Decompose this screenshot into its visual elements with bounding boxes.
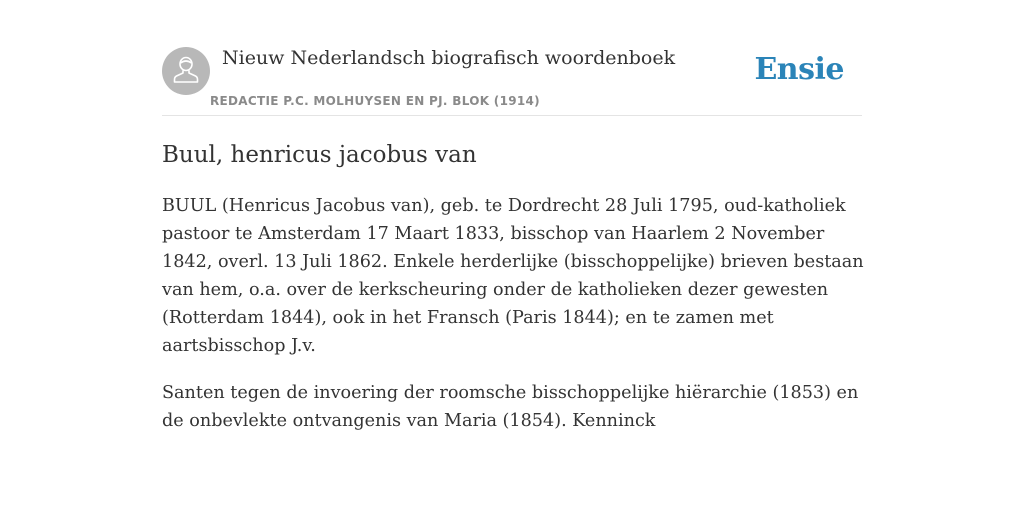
source-credit: REDACTIE P.C. MOLHUYSEN EN PJ. BLOK (1914) — [210, 94, 540, 108]
source-avatar[interactable] — [162, 47, 210, 95]
entry-title: Buul, henricus jacobus van — [162, 142, 477, 168]
entry-body — [162, 192, 866, 454]
ensie-logo[interactable]: Ensie — [754, 52, 844, 87]
entry-paragraph: Santen tegen de invoering der roomsche bisschoppelijke hiërarchie (1853) en de onbevlekte ontvangenis van Maria (1854). Kenninck — [162, 383, 859, 431]
entry-paragraph: BUUL (Henricus Jacobus van), geb. te Dordrecht 28 Juli 1795, oud-katholiek pastoor te Amsterdam 17 Maart 1833, bisschop van Haarlem 2 November 1842, overl. 13 Juli 1862. Enkele herderlijke (bisschoppelijke) brieven bestaan van hem, o.a. over de kerkscheuring onder de katholieken dezer gewesten (Rotterdam 1844), ook in het Fransch (Paris 1844); en te zamen met aartsbisschop J.v. — [162, 196, 864, 356]
user-silhouette-icon — [162, 47, 210, 95]
source-title[interactable]: Nieuw Nederlandsch biografisch woordenboek — [222, 47, 676, 69]
source-header — [162, 46, 862, 116]
